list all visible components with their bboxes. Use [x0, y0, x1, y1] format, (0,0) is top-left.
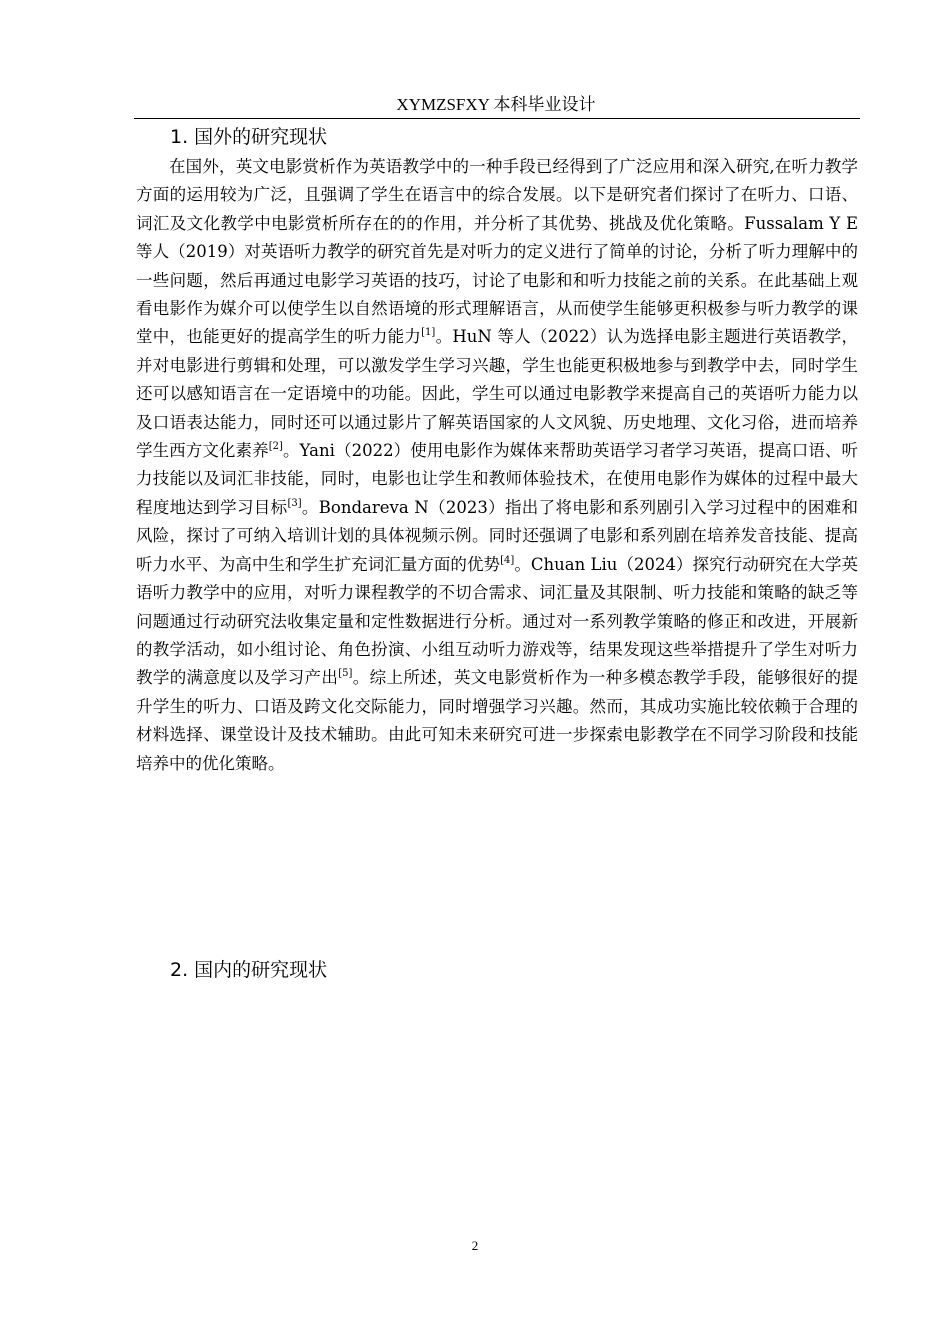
citation-marker: [2] [268, 441, 283, 453]
paragraph-segment: 。Bondareva N（2023）指出了将电影和系列剧引入学习过程中的困难和风险，探讨了可纳入培训计划的具体视频示例。同时还强调了电影和系列剧在培养发音技能、提高听力水平、为高中生和学生扩充词汇量方面的优势 [136, 497, 858, 574]
header-divider [134, 118, 860, 119]
citation-marker: [5] [338, 668, 353, 680]
paragraph-segment: 。Chuan Liu（2024）探究行动研究在大学英语听力教学中的应用，对听力课程教学的不切合需求、词汇量及其限制、听力技能和策略的缺乏等问题通过行动研究法收集定量和定性数据进行分析。通过对一系列教学策略的修正和改进，开展新的教学活动，如小组讨论、角色扮演、小组互动听力游戏等，结果发现这些举措提升了学生对听力教学的满意度以及学习产出 [136, 554, 858, 688]
section-heading-foreign: 1. 国外的研究现状 [170, 126, 328, 148]
paragraph-segment: 。Yani（2022）使用电影作为媒体来帮助英语学习者学习英语，提高口语、听力技能以及词汇非技能，同时，电影也让学生和教师体验技术，在使用电影作为媒体的过程中最大程度地达到学习目标 [136, 441, 859, 517]
section-heading-domestic: 2. 国内的研究现状 [170, 959, 328, 981]
paragraph-segment: 。HuN 等人（2022）认为选择电影主题进行英语教学，并对电影进行剪辑和处理，可以激发学生学习兴趣，学生也能更积极地参与到教学中去，同时学生还可以感知语言在一定语境中的功能。因此，学生可以通过电影教学来提高自己的英语听力能力以及口语表达能力，同时还可以通过影片了解英语国家的人文风貌、历史地理、文化习俗，进而培养学生西方文化素养 [136, 327, 858, 461]
page-header-title: XYMZSFXY 本科毕业设计 [396, 95, 596, 114]
paragraph-segment: 在国外，英文电影赏析作为英语教学中的一种手段已经得到了广泛应用和深入研究,在听力教学方面的运用较为广泛，且强调了学生在语言中的综合发展。以下是研究者们探讨了在听力、口语、词汇及文化教学中电影赏析所存在的的作用，并分析了其优势、挑战及优化策略。Fussalam Y E 等人（2019）对英语听力教学的研究首先是对听力的定义进行了简单的讨论，分析了听力理解中的一些问题，然后再通过电影学习英语的技巧，讨论了电影和和听力技能之前的关系。在此基础上观看电影作为媒介可以使学生以自然语境的形式理解语言，从而使学生能够更积极参与听力教学的课堂中，也能更好的提高学生的听力能力 [136, 157, 858, 347]
page-number: 2 [471, 1238, 479, 1253]
citation-marker: [1] [421, 327, 436, 339]
section-paragraph-foreign [136, 153, 858, 778]
paragraph-segment: 。综上所述，英文电影赏析作为一种多模态教学手段，能够很好的提升学生的听力、口语及跨文化交际能力，同时增强学习兴趣。然而，其成功实施比较依赖于合理的材料选择、课堂设计及技术辅助。由此可知未来研究可进一步探索电影教学在不同学习阶段和技能培养中的优化策略。 [136, 668, 859, 773]
citation-marker: [4] [500, 554, 515, 566]
citation-marker: [3] [287, 497, 302, 509]
